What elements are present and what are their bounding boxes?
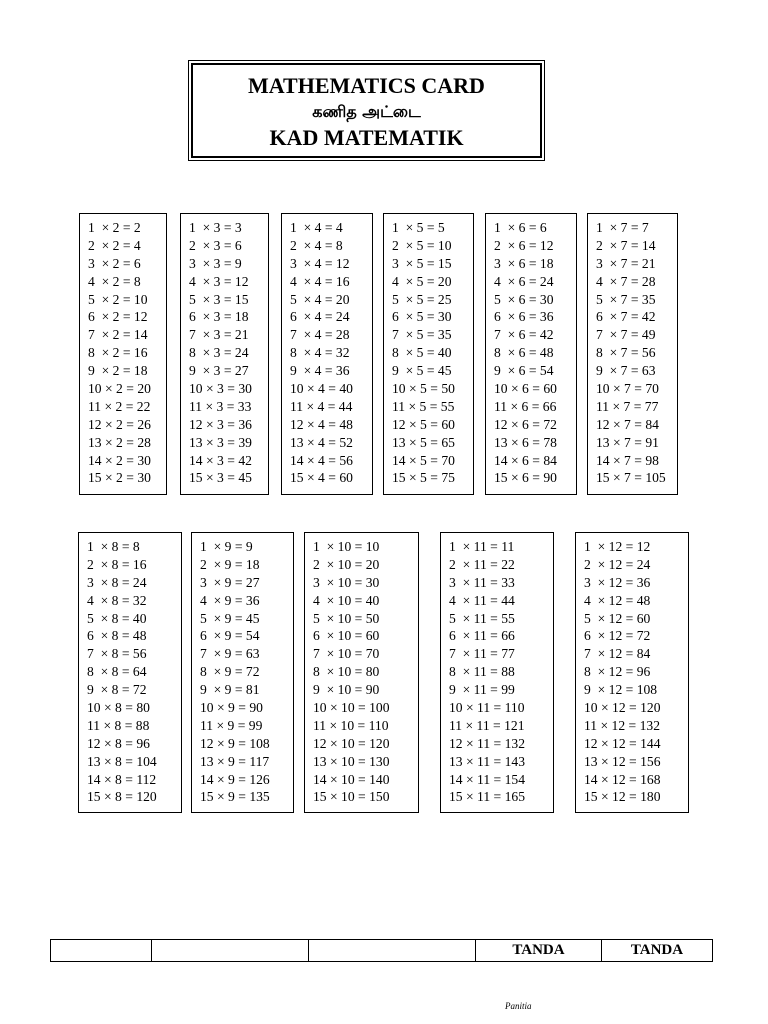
times-table-12 — [575, 532, 689, 813]
times-table-6 — [485, 213, 577, 495]
times-table-line: 4 × 12 = 48 — [584, 592, 651, 608]
times-table-line: 1 × 10 = 10 — [313, 539, 380, 554]
times-table-line: 1 × 5 = 5 — [392, 220, 445, 235]
times-table-line: 6 × 11 = 66 — [449, 628, 515, 644]
footer-note: Panitia — [505, 1001, 532, 1011]
times-table-line: 3 × 5 = 15 — [392, 255, 452, 271]
times-table-line: 1 × 2 = 2 — [88, 220, 141, 235]
times-table-5 — [383, 213, 474, 495]
times-table-line: 7 × 11 = 77 — [449, 646, 515, 662]
times-table-line: 3 × 7 = 21 — [596, 255, 656, 271]
times-table-line: 13 × 3 = 39 — [189, 434, 252, 450]
times-table-line: 15 × 10 = 150 — [313, 789, 390, 805]
times-table-line: 14 × 10 = 140 — [313, 771, 390, 787]
times-table-line: 11 × 6 = 66 — [494, 398, 557, 414]
times-table-line: 10 × 7 = 70 — [596, 381, 659, 397]
times-table-line: 8 × 4 = 32 — [290, 345, 350, 361]
times-table-line: 2 × 6 = 12 — [494, 237, 554, 253]
times-table-line: 15 × 9 = 135 — [200, 789, 270, 805]
times-table-line: 10 × 12 = 120 — [584, 700, 661, 716]
times-table-line: 11 × 3 = 33 — [189, 398, 252, 414]
times-table-line: 5 × 8 = 40 — [87, 610, 147, 626]
times-table-line: 10 × 9 = 90 — [200, 700, 263, 716]
times-table-line: 9 × 2 = 18 — [88, 363, 148, 379]
times-table-line: 4 × 11 = 44 — [449, 592, 515, 608]
signature-cell-2 — [152, 940, 309, 961]
times-table-line: 5 × 4 = 20 — [290, 291, 350, 307]
times-table-line: 7 × 5 = 35 — [392, 327, 452, 343]
times-table-line: 4 × 9 = 36 — [200, 592, 260, 608]
times-table-line: 15 × 5 = 75 — [392, 470, 455, 486]
times-table-line: 6 × 7 = 42 — [596, 309, 656, 325]
times-table-line: 13 × 11 = 143 — [449, 753, 525, 769]
times-table-line: 15 × 6 = 90 — [494, 470, 557, 486]
times-table-line: 3 × 8 = 24 — [87, 574, 147, 590]
times-table-line: 4 × 8 = 32 — [87, 592, 147, 608]
times-table-line: 8 × 2 = 16 — [88, 345, 148, 361]
times-table-line: 11 × 2 = 22 — [88, 398, 151, 414]
times-table-line: 12 × 8 = 96 — [87, 735, 150, 751]
times-table-line: 3 × 6 = 18 — [494, 255, 554, 271]
times-table-line: 15 × 4 = 60 — [290, 470, 353, 486]
times-table-line: 1 × 6 = 6 — [494, 220, 547, 235]
times-table-line: 6 × 2 = 12 — [88, 309, 148, 325]
times-table-line: 8 × 8 = 64 — [87, 664, 147, 680]
times-table-line: 8 × 5 = 40 — [392, 345, 452, 361]
times-table-line: 6 × 5 = 30 — [392, 309, 452, 325]
times-table-line: 15 × 2 = 30 — [88, 470, 151, 486]
times-table-line: 4 × 4 = 16 — [290, 273, 350, 289]
times-table-line: 2 × 8 = 16 — [87, 556, 147, 572]
times-table-line: 4 × 6 = 24 — [494, 273, 554, 289]
times-table-line: 1 × 9 = 9 — [200, 539, 253, 554]
times-table-line: 2 × 12 = 24 — [584, 556, 651, 572]
times-table-line: 7 × 8 = 56 — [87, 646, 147, 662]
times-table-line: 5 × 5 = 25 — [392, 291, 452, 307]
times-table-line: 4 × 10 = 40 — [313, 592, 380, 608]
times-table-line: 9 × 7 = 63 — [596, 363, 656, 379]
title-english: MATHEMATICS CARD — [248, 73, 485, 98]
times-table-line: 11 × 4 = 44 — [290, 398, 353, 414]
times-table-line: 5 × 11 = 55 — [449, 610, 515, 626]
times-table-line: 6 × 12 = 72 — [584, 628, 651, 644]
times-table-line: 7 × 2 = 14 — [88, 327, 148, 343]
times-table-line: 1 × 7 = 7 — [596, 220, 649, 235]
times-table-line: 2 × 9 = 18 — [200, 556, 260, 572]
times-table-line: 7 × 4 = 28 — [290, 327, 350, 343]
times-table-line: 12 × 5 = 60 — [392, 416, 455, 432]
times-table-line: 14 × 3 = 42 — [189, 452, 252, 468]
times-table-line: 1 × 11 = 11 — [449, 539, 515, 554]
times-table-line: 12 × 7 = 84 — [596, 416, 659, 432]
times-table-line: 7 × 9 = 63 — [200, 646, 260, 662]
times-table-line: 9 × 12 = 108 — [584, 682, 658, 698]
times-table-line: 14 × 4 = 56 — [290, 452, 353, 468]
times-table-line: 7 × 12 = 84 — [584, 646, 651, 662]
times-table-line: 10 × 11 = 110 — [449, 700, 525, 716]
times-table-line: 1 × 8 = 8 — [87, 539, 140, 554]
times-table-line: 3 × 2 = 6 — [88, 255, 141, 271]
times-table-line: 14 × 5 = 70 — [392, 452, 455, 468]
times-table-line: 6 × 3 = 18 — [189, 309, 249, 325]
times-table-2 — [79, 213, 167, 495]
times-table-line: 2 × 3 = 6 — [189, 237, 242, 253]
times-table-line: 3 × 12 = 36 — [584, 574, 651, 590]
times-table-line: 8 × 6 = 48 — [494, 345, 554, 361]
times-table-line: 5 × 10 = 50 — [313, 610, 380, 626]
times-table-line: 13 × 2 = 28 — [88, 434, 151, 450]
times-table-line: 5 × 2 = 10 — [88, 291, 148, 307]
times-table-line: 6 × 9 = 54 — [200, 628, 260, 644]
title-tamil: கணித அட்டை — [312, 102, 421, 121]
times-table-line: 8 × 7 = 56 — [596, 345, 656, 361]
times-table-line: 9 × 3 = 27 — [189, 363, 249, 379]
times-table-line: 11 × 8 = 88 — [87, 717, 150, 733]
times-table-line: 14 × 7 = 98 — [596, 452, 659, 468]
times-table-line: 9 × 10 = 90 — [313, 682, 380, 698]
times-table-line: 14 × 11 = 154 — [449, 771, 525, 787]
signature-cell-tanda-2: TANDA — [630, 942, 684, 958]
times-table-line: 9 × 11 = 99 — [449, 682, 515, 698]
times-table-line: 11 × 10 = 110 — [313, 717, 389, 733]
times-table-4 — [281, 213, 373, 495]
times-table-line: 14 × 9 = 126 — [200, 771, 270, 787]
times-table-10 — [304, 532, 419, 813]
times-table-line: 3 × 11 = 33 — [449, 574, 515, 590]
times-table-line: 10 × 8 = 80 — [87, 700, 150, 716]
times-table-line: 14 × 6 = 84 — [494, 452, 557, 468]
times-table-line: 15 × 11 = 165 — [449, 789, 525, 805]
times-table-line: 11 × 12 = 132 — [584, 717, 660, 733]
times-table-line: 7 × 7 = 49 — [596, 327, 656, 343]
times-table-line: 2 × 10 = 20 — [313, 556, 380, 572]
times-table-line: 5 × 3 = 15 — [189, 291, 249, 307]
times-table-line: 8 × 3 = 24 — [189, 345, 249, 361]
times-table-line: 10 × 2 = 20 — [88, 381, 151, 397]
title-box — [188, 60, 545, 161]
times-table-line: 3 × 4 = 12 — [290, 255, 350, 271]
times-table-line: 7 × 6 = 42 — [494, 327, 554, 343]
times-table-line: 5 × 12 = 60 — [584, 610, 651, 626]
times-table-line: 9 × 9 = 81 — [200, 682, 260, 698]
times-table-line: 2 × 5 = 10 — [392, 237, 452, 253]
times-table-line: 9 × 8 = 72 — [87, 682, 147, 698]
times-table-9 — [191, 532, 294, 813]
times-table-line: 8 × 12 = 96 — [584, 664, 651, 680]
times-table-line: 7 × 3 = 21 — [189, 327, 249, 343]
times-table-line: 12 × 3 = 36 — [189, 416, 252, 432]
times-table-line: 13 × 9 = 117 — [200, 753, 270, 769]
times-table-line: 14 × 8 = 112 — [87, 771, 157, 787]
times-table-line: 4 × 7 = 28 — [596, 273, 656, 289]
times-table-line: 5 × 9 = 45 — [200, 610, 260, 626]
times-table-line: 6 × 6 = 36 — [494, 309, 554, 325]
times-table-line: 10 × 10 = 100 — [313, 700, 390, 716]
times-table-line: 9 × 5 = 45 — [392, 363, 452, 379]
times-table-line: 2 × 11 = 22 — [449, 556, 515, 572]
times-table-line: 10 × 3 = 30 — [189, 381, 252, 397]
times-table-line: 15 × 8 = 120 — [87, 789, 157, 805]
signature-cell-3 — [309, 940, 476, 961]
times-table-8 — [78, 532, 182, 813]
times-table-line: 10 × 5 = 50 — [392, 381, 455, 397]
times-table-7 — [587, 213, 678, 495]
times-table-line: 12 × 11 = 132 — [449, 735, 525, 751]
signature-cell-tanda-1: TANDA — [476, 940, 602, 961]
times-table-line: 2 × 2 = 4 — [88, 237, 141, 253]
times-table-line: 1 × 4 = 4 — [290, 220, 343, 235]
times-table-line: 7 × 10 = 70 — [313, 646, 380, 662]
times-table-line: 12 × 2 = 26 — [88, 416, 151, 432]
times-table-line: 12 × 10 = 120 — [313, 735, 390, 751]
title-inner-frame — [191, 63, 542, 158]
times-table-line: 13 × 12 = 156 — [584, 753, 661, 769]
times-table-line: 12 × 4 = 48 — [290, 416, 353, 432]
times-table-line: 9 × 6 = 54 — [494, 363, 554, 379]
times-table-line: 5 × 7 = 35 — [596, 291, 656, 307]
times-table-line: 2 × 7 = 14 — [596, 237, 656, 253]
times-table-line: 12 × 12 = 144 — [584, 735, 661, 751]
times-table-line: 13 × 6 = 78 — [494, 434, 557, 450]
times-table-line: 8 × 10 = 80 — [313, 664, 380, 680]
times-table-line: 15 × 12 = 180 — [584, 789, 661, 805]
times-table-line: 6 × 4 = 24 — [290, 309, 350, 325]
times-table-line: 8 × 9 = 72 — [200, 664, 260, 680]
times-table-line: 8 × 11 = 88 — [449, 664, 515, 680]
times-table-line: 3 × 10 = 30 — [313, 574, 380, 590]
times-table-11 — [440, 532, 554, 813]
times-table-line: 13 × 5 = 65 — [392, 434, 455, 450]
times-table-line: 12 × 6 = 72 — [494, 416, 557, 432]
times-table-line: 13 × 7 = 91 — [596, 434, 659, 450]
times-table-line: 14 × 2 = 30 — [88, 452, 151, 468]
times-table-3 — [180, 213, 269, 495]
times-table-line: 4 × 2 = 8 — [88, 273, 141, 289]
times-table-line: 5 × 6 = 30 — [494, 291, 554, 307]
times-table-line: 9 × 4 = 36 — [290, 363, 350, 379]
times-table-line: 3 × 3 = 9 — [189, 255, 242, 271]
times-table-line: 13 × 10 = 130 — [313, 753, 390, 769]
times-table-line: 4 × 5 = 20 — [392, 273, 452, 289]
times-table-line: 13 × 4 = 52 — [290, 434, 353, 450]
times-table-line: 6 × 8 = 48 — [87, 628, 147, 644]
times-table-line: 10 × 6 = 60 — [494, 381, 557, 397]
times-table-line: 3 × 9 = 27 — [200, 574, 260, 590]
times-table-line: 11 × 5 = 55 — [392, 398, 455, 414]
times-table-line: 4 × 3 = 12 — [189, 273, 249, 289]
times-table-line: 10 × 4 = 40 — [290, 381, 353, 397]
times-table-line: 6 × 10 = 60 — [313, 628, 380, 644]
times-table-line: 11 × 9 = 99 — [200, 717, 263, 733]
times-table-line: 11 × 7 = 77 — [596, 398, 659, 414]
times-table-line: 15 × 3 = 45 — [189, 470, 252, 486]
title-malay: KAD MATEMATIK — [269, 125, 464, 150]
times-table-line: 14 × 12 = 168 — [584, 771, 661, 787]
times-table-line: 12 × 9 = 108 — [200, 735, 270, 751]
times-table-line: 1 × 3 = 3 — [189, 220, 242, 235]
times-table-line: 1 × 12 = 12 — [584, 539, 651, 554]
times-table-line: 11 × 11 = 121 — [449, 717, 525, 733]
times-table-line: 13 × 8 = 104 — [87, 753, 157, 769]
times-table-line: 15 × 7 = 105 — [596, 470, 666, 486]
times-table-line: 2 × 4 = 8 — [290, 237, 343, 253]
signature-table — [50, 939, 713, 962]
signature-cell-1 — [51, 940, 152, 961]
